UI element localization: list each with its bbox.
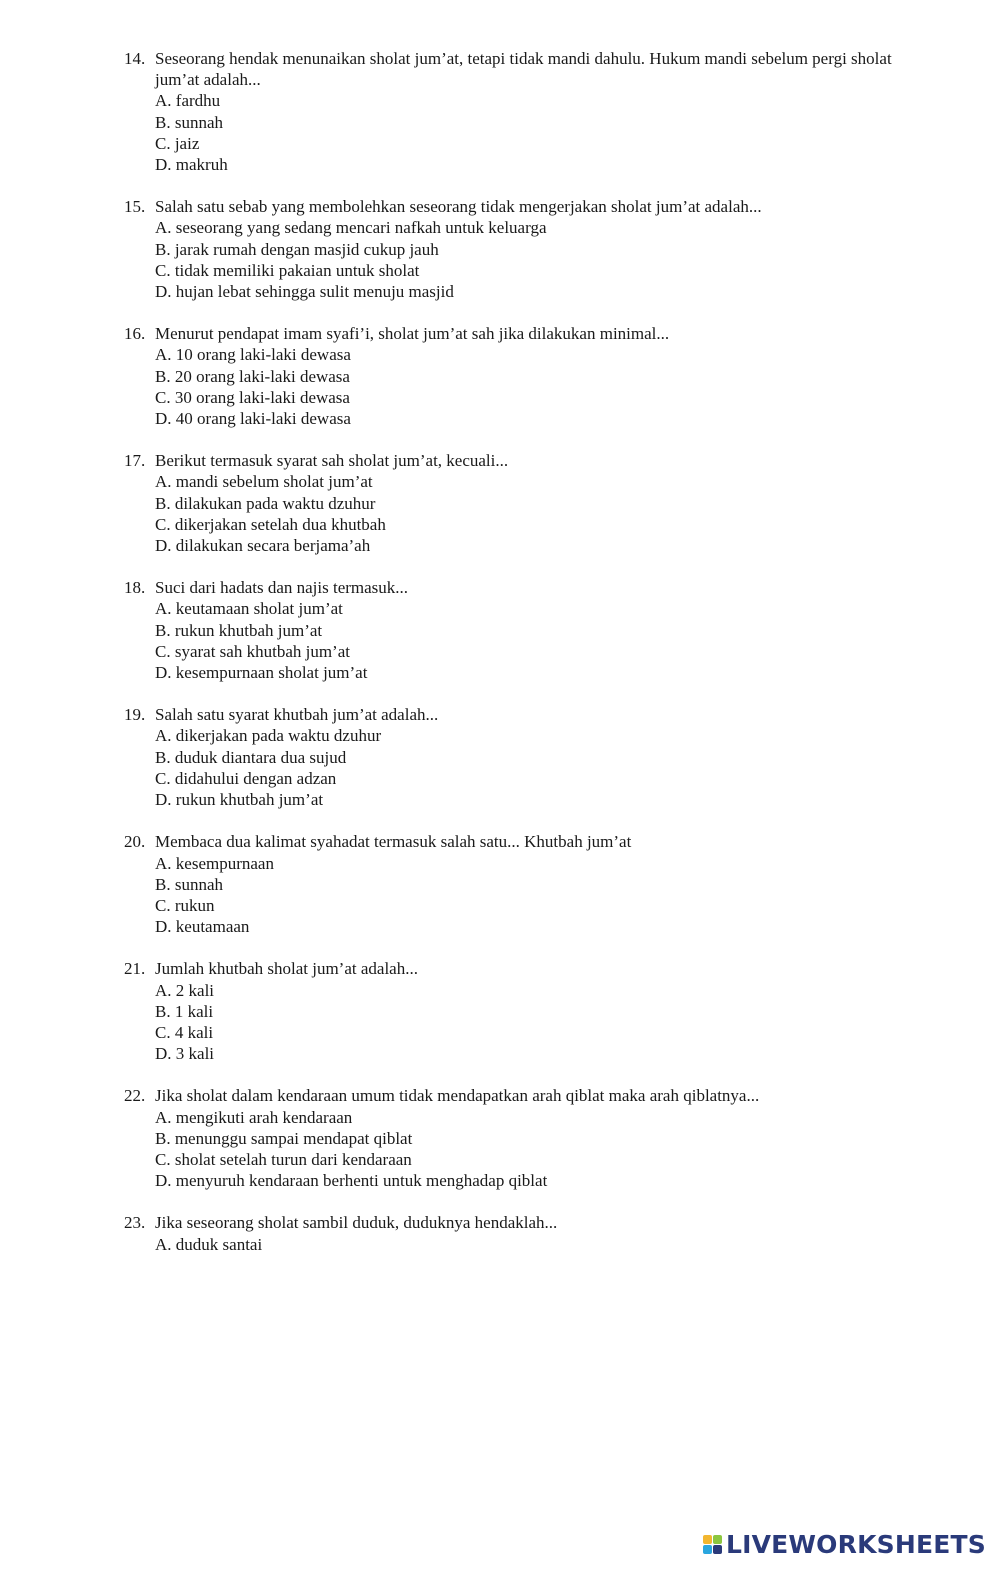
logo-tile — [713, 1545, 722, 1554]
answer-option[interactable]: D. keutamaan — [155, 917, 250, 937]
question-text: Berikut termasuk syarat sah sholat jum’at, kecuali... — [155, 451, 509, 471]
question-number: 14. — [124, 49, 146, 68]
answer-option[interactable]: B. dilakukan pada waktu dzuhur — [155, 493, 376, 513]
answer-option[interactable]: D. dilakukan secara berjama’ah — [155, 536, 371, 556]
answer-option[interactable]: A. fardhu — [155, 91, 221, 111]
answer-option[interactable]: A. 10 orang laki-laki dewasa — [155, 345, 351, 365]
answer-option[interactable]: A. seseorang yang sedang mencari nafkah untuk keluarga — [155, 218, 547, 238]
question-number: 23. — [124, 1213, 146, 1233]
question-stem — [124, 831, 924, 852]
answer-options — [155, 725, 924, 810]
answer-option[interactable]: B. 1 kali — [155, 1001, 214, 1021]
answer-option[interactable]: A. 2 kali — [155, 980, 215, 1000]
question-number: 16. — [124, 324, 146, 344]
answer-option[interactable]: C. 30 orang laki-laki dewasa — [155, 387, 350, 407]
answer-option[interactable]: D. rukun khutbah jum’at — [155, 790, 324, 810]
question-stem — [124, 958, 924, 979]
answer-option[interactable]: B. jarak rumah dengan masjid cukup jauh — [155, 239, 439, 259]
question-14 — [124, 48, 924, 175]
answer-option[interactable]: A. mengikuti arah kendaraan — [155, 1107, 353, 1127]
answer-option[interactable]: C. dikerjakan setelah dua khutbah — [155, 514, 386, 534]
answer-option[interactable]: D. makruh — [155, 155, 228, 175]
brand-name: LIVEWORKSHEETS — [725, 1530, 986, 1559]
question-number: 21. — [124, 959, 146, 979]
question-number: 20. — [124, 832, 146, 852]
answer-option[interactable]: B. 20 orang laki-laki dewasa — [155, 366, 350, 386]
logo-tile — [713, 1535, 722, 1544]
question-stem — [124, 1085, 924, 1106]
question-18 — [124, 577, 924, 683]
answer-option[interactable]: C. rukun — [155, 895, 215, 915]
question-21 — [124, 958, 924, 1064]
question-22 — [124, 1085, 924, 1191]
question-20 — [124, 831, 924, 937]
answer-option[interactable]: D. hujan lebat sehingga sulit menuju masjid — [155, 282, 454, 302]
question-text: Jumlah khutbah sholat jum’at adalah... — [155, 959, 418, 979]
answer-option[interactable]: A. mandi sebelum sholat jum’at — [155, 472, 373, 492]
logo-tile — [703, 1535, 712, 1544]
question-number: 15. — [124, 197, 146, 217]
question-stem — [124, 323, 924, 344]
answer-option[interactable]: A. dikerjakan pada waktu dzuhur — [155, 726, 382, 746]
question-stem — [124, 1212, 924, 1233]
question-text: Suci dari hadats dan najis termasuk... — [155, 578, 409, 598]
question-text: Salah satu syarat khutbah jum’at adalah... — [155, 705, 439, 725]
question-stem — [124, 450, 924, 471]
answer-options — [155, 217, 924, 302]
question-stem — [124, 577, 924, 598]
answer-option[interactable]: D. 3 kali — [155, 1044, 215, 1064]
question-16 — [124, 323, 924, 429]
answer-option[interactable]: B. sunnah — [155, 874, 223, 894]
answer-options — [155, 853, 924, 938]
question-number: 19. — [124, 705, 146, 725]
answer-option[interactable]: A. kesempurnaan — [155, 853, 274, 873]
question-stem — [124, 196, 924, 217]
question-number: 17. — [124, 451, 146, 471]
question-23 — [124, 1212, 924, 1254]
question-stem — [124, 48, 924, 90]
answer-options — [155, 344, 924, 429]
question-text: Menurut pendapat imam syafi’i, sholat jum’at sah jika dilakukan minimal... — [155, 324, 670, 344]
liveworksheets-logo-icon — [703, 1535, 722, 1554]
worksheet — [124, 48, 924, 1276]
answer-options — [155, 1107, 924, 1192]
answer-option[interactable]: D. menyuruh kendaraan berhenti untuk menghadap qiblat — [155, 1171, 548, 1191]
answer-option[interactable]: D. kesempurnaan sholat jum’at — [155, 663, 368, 683]
logo-tile — [703, 1545, 712, 1554]
answer-option[interactable]: B. rukun khutbah jum’at — [155, 620, 323, 640]
answer-option[interactable]: B. sunnah — [155, 112, 223, 132]
question-stem — [124, 704, 924, 725]
answer-option[interactable]: C. tidak memiliki pakaian untuk sholat — [155, 260, 420, 280]
answer-option[interactable]: A. duduk santai — [155, 1234, 263, 1254]
answer-option[interactable]: B. menunggu sampai mendapat qiblat — [155, 1128, 413, 1148]
question-number: 22. — [124, 1086, 146, 1106]
answer-options — [155, 980, 924, 1065]
liveworksheets-brand[interactable] — [703, 1530, 986, 1559]
answer-option[interactable]: C. sholat setelah turun dari kendaraan — [155, 1149, 412, 1169]
question-17 — [124, 450, 924, 556]
answer-options — [155, 90, 924, 175]
question-text: Jika sholat dalam kendaraan umum tidak mendapatkan arah qiblat maka arah qiblatnya... — [155, 1086, 760, 1106]
answer-options — [155, 598, 924, 683]
answer-option[interactable]: C. syarat sah khutbah jum’at — [155, 641, 350, 661]
answer-option[interactable]: D. 40 orang laki-laki dewasa — [155, 409, 351, 429]
answer-options — [155, 1234, 924, 1255]
question-text: Seseorang hendak menunaikan sholat jum’at, tetapi tidak mandi dahulu. Hukum mandi sebelum pergi sholat jum’at adalah... — [155, 49, 892, 90]
answer-option[interactable]: C. jaiz — [155, 133, 200, 153]
answer-option[interactable]: B. duduk diantara dua sujud — [155, 747, 347, 767]
answer-option[interactable]: A. keutamaan sholat jum’at — [155, 599, 343, 619]
question-text: Salah satu sebab yang membolehkan seseorang tidak mengerjakan sholat jum’at adalah... — [155, 197, 762, 217]
question-15 — [124, 196, 924, 302]
question-text: Jika seseorang sholat sambil duduk, duduknya hendaklah... — [155, 1213, 558, 1233]
answer-option[interactable]: C. 4 kali — [155, 1022, 214, 1042]
question-19 — [124, 704, 924, 810]
question-number: 18. — [124, 578, 146, 598]
question-text: Membaca dua kalimat syahadat termasuk salah satu... Khutbah jum’at — [155, 832, 632, 852]
answer-options — [155, 471, 924, 556]
answer-option[interactable]: C. didahului dengan adzan — [155, 768, 337, 788]
